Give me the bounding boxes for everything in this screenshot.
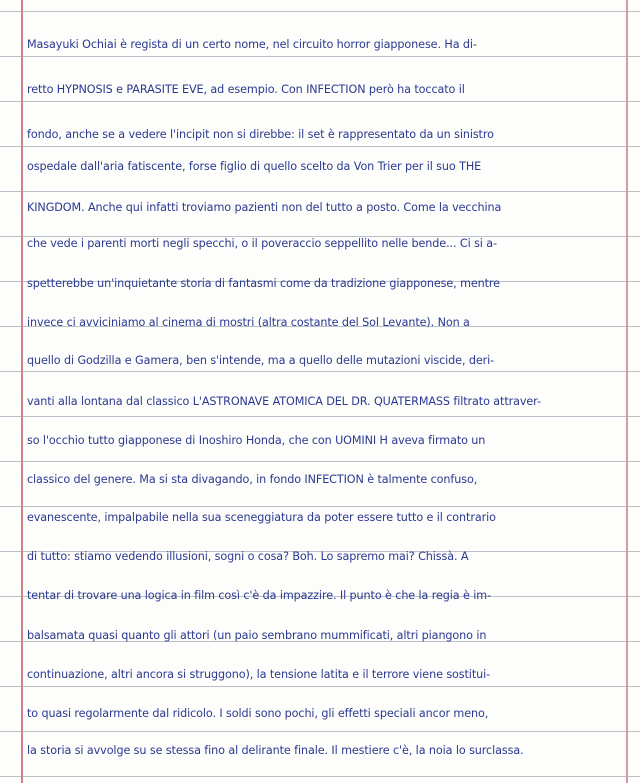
text-line-14: di tutto: stiamo vedendo illusioni, sogni o cosa? Boh. Lo sapremo mai? Chissà. A [27, 550, 469, 563]
text-line-4: ospedale dall'aria fatiscente, forse figlio di quello scelto da Von Trier per il suo THE [27, 160, 482, 173]
text-line-16: balsamata quasi quanto gli attori (un paio sembrano mummificati, altri piangono in [27, 629, 487, 642]
text-line-17: continuazione, altri ancora si struggono), la tensione latita e il terrore viene sostitui- [27, 668, 491, 681]
text-line-18: to quasi regolarmente dal ridicolo. I soldi sono pochi, gli effetti speciali ancor meno, [27, 707, 489, 720]
text-line-15: tentar di trovare una logica in film così c'è da impazzire. Il punto è che la regia è im- [27, 589, 492, 602]
text-line-3: fondo, anche se a vedere l'incipit non si direbbe: il set è rappresentato da un sinistro [27, 128, 494, 141]
text-line-8: invece ci avviciniamo al cinema di mostri (altra costante del Sol Levante). Non a [27, 316, 470, 329]
text-line-11: so l'occhio tutto giapponese di Inoshiro Honda, che con UOMINI H aveva firmato un [27, 434, 486, 447]
text-line-1: Masayuki Ochiai è regista di un certo nome, nel circuito horror giapponese. Ha di- [27, 38, 477, 51]
text-line-7: spetterebbe un'inquietante storia di fantasmi come da tradizione giapponese, mentre [27, 277, 500, 290]
text-line-13: evanescente, impalpabile nella sua sceneggiatura da poter essere tutto e il contrario [27, 511, 496, 524]
text-line-6: che vede i parenti morti negli specchi, o il poveraccio seppellito nelle bende... Ci si a- [27, 237, 497, 250]
text-line-19: la storia si avvolge su se stessa fino al delirante finale. Il mestiere c'è, la noia lo surclassa. [27, 744, 524, 757]
text-line-5: KINGDOM. Anche qui infatti troviamo pazienti non del tutto a posto. Come la vecchina [27, 201, 502, 214]
left-margin-rule [21, 0, 23, 783]
text-line-9: quello di Godzilla e Gamera, ben s'intende, ma a quello delle mutazioni viscide, deri- [27, 354, 495, 367]
text-line-2: retto HYPNOSIS e PARASITE EVE, ad esempio. Con INFECTION però ha toccato il [27, 83, 465, 96]
text-line-12: classico del genere. Ma si sta divagando, in fondo INFECTION è talmente confuso, [27, 473, 478, 486]
text-line-10: vanti alla lontana dal classico L'ASTRONAVE ATOMICA DEL DR. QUATERMASS filtrato attraver- [27, 395, 541, 408]
